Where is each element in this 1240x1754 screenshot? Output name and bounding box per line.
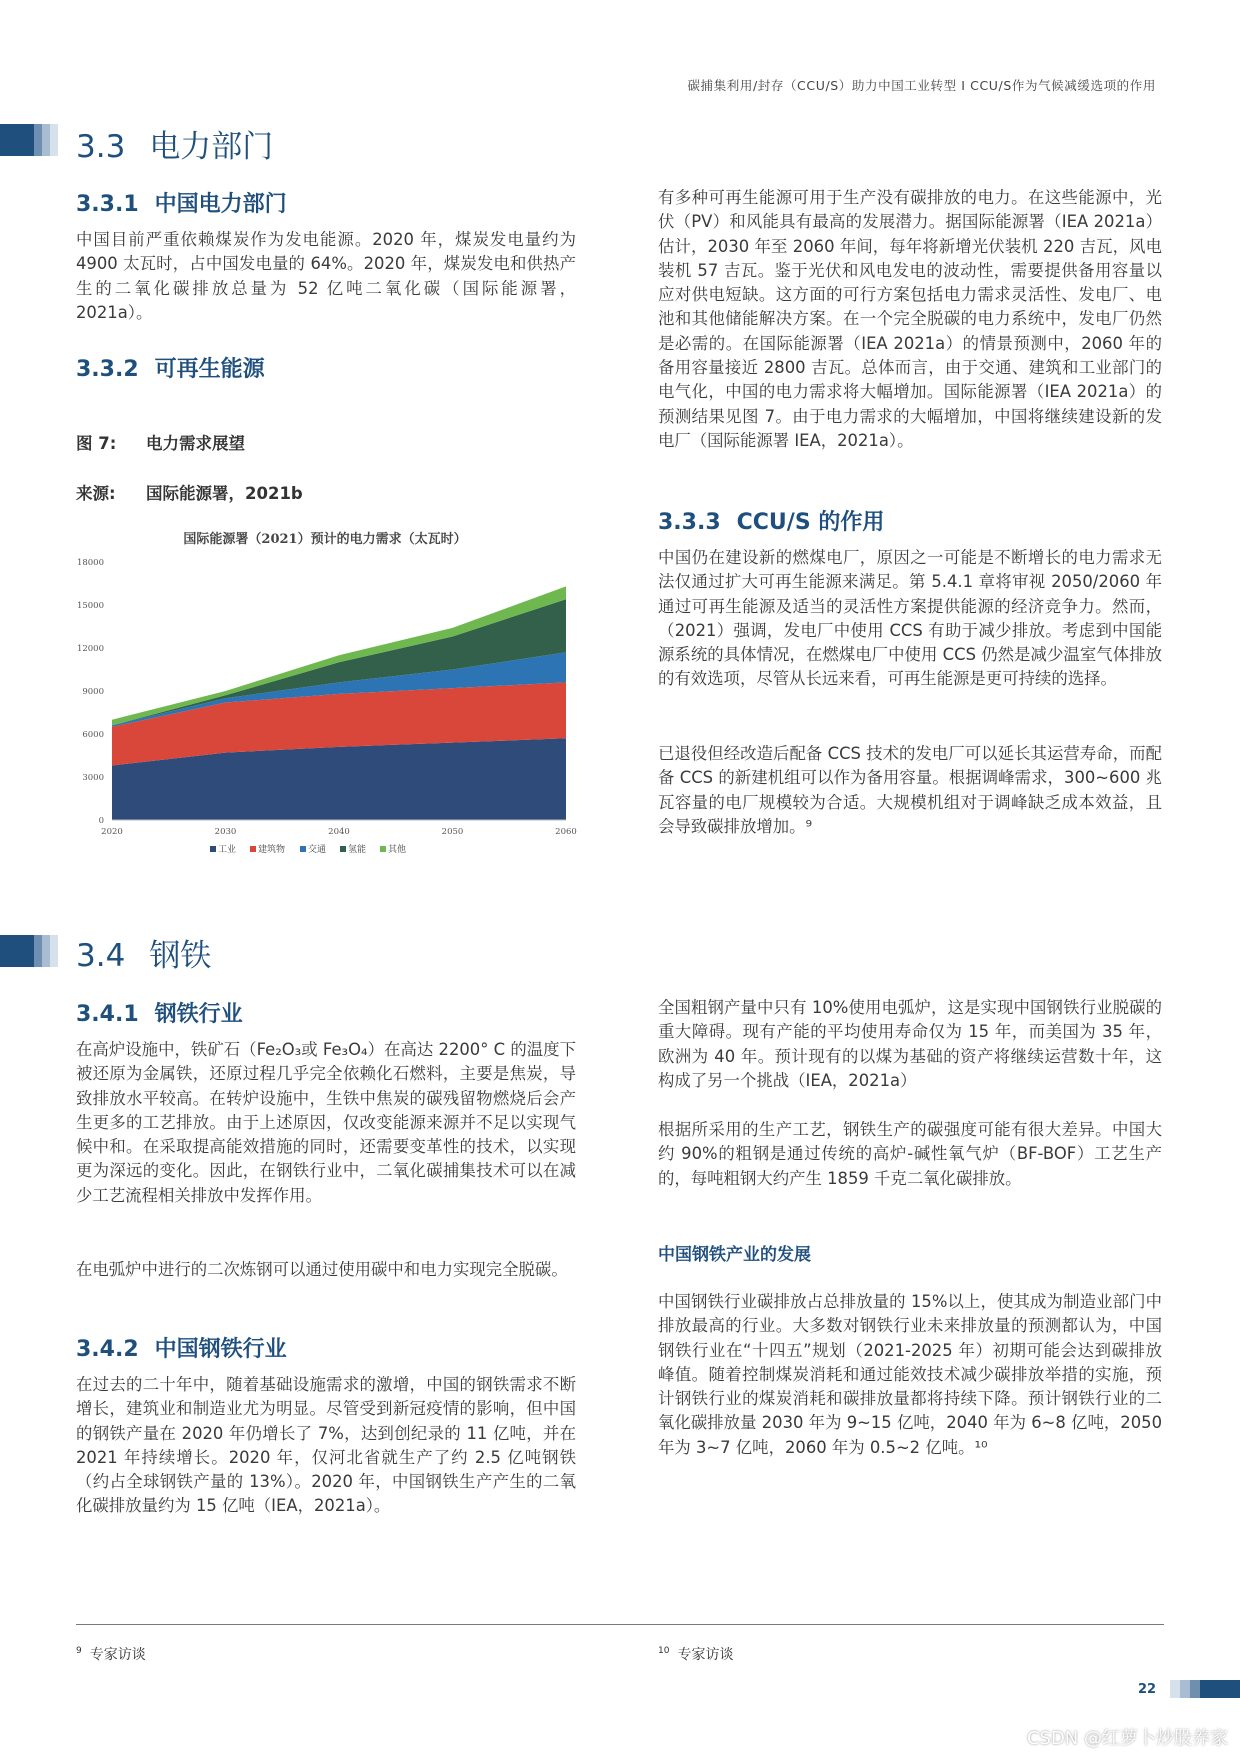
legend-swatch	[300, 846, 306, 852]
footnote-9	[76, 1644, 146, 1664]
electricity-demand-chart	[70, 520, 580, 870]
y-tick-label: 0	[98, 816, 104, 826]
legend-item-2	[300, 843, 326, 855]
subsection-heading: 钢铁行业	[154, 1002, 243, 1027]
page-number: 22	[1138, 1682, 1157, 1697]
figure-caption	[76, 430, 245, 454]
figure-title: 电力需求展望	[146, 434, 245, 453]
x-tick-label: 2020	[101, 827, 123, 837]
subsection-heading: 可再生能源	[154, 357, 265, 382]
legend-item-0	[210, 843, 236, 855]
subsection-number: 3.3.2	[76, 357, 139, 382]
subsection-number: 3.3.3	[658, 510, 721, 535]
section-number: 3.4	[76, 938, 126, 974]
footnote-divider	[76, 1624, 1164, 1625]
legend-label: 建筑物	[258, 845, 286, 855]
subsection-heading: 中国电力部门	[154, 192, 287, 217]
legend-label: 工业	[218, 845, 237, 855]
legend-swatch	[210, 846, 216, 852]
legend-label: 其他	[388, 845, 407, 855]
chart-areas	[112, 586, 566, 820]
figure-label: 图 7:	[76, 434, 117, 453]
running-header: 碳捕集利用/封存（CCU/S）助力中国工业转型 I CCU/S作为气候减缓选项的作用	[687, 78, 1156, 93]
subsection-title-ccus-role	[658, 505, 884, 536]
subsection-heading: 中国钢铁行业	[154, 1337, 287, 1362]
legend-label: 交通	[308, 845, 327, 855]
paragraph-steel-industry-1: 在高炉设施中，铁矿石（Fe₂O₃或 Fe₃O₄）在高达 2200° C 的温度下被还原为金属铁，还原过程几乎完全依赖化石燃料，主要是焦炭，导致排放水平较高。在转炉设施中，生铁中焦炭的碳残留物燃烧后会产生更多的工艺排放。由于上述原因，仅改变能源来源并不足以实现气候中和。在采取提高能效措施的同时，还需要变革性的技术，以实现更为深远的变化。因此，在钢铁行业中，二氧化碳捕集技术可以在减少工艺流程相关排放中发挥作用。	[76, 1040, 576, 1205]
source-label: 来源:	[76, 484, 116, 503]
chart-title: 国际能源署（2021）预计的电力需求（太瓦时）	[183, 532, 467, 547]
paragraph-ccus-role-2: 已退役但经改造后配备 CCS 技术的发电厂可以延长其运营寿命，而配备 CCS 的新建机组可以作为备用容量。根据调峰需求，300~600 兆瓦容量的电厂规模较为合适。大规模机组对于调峰缺乏成本效益，且会导致碳排放增加。⁹	[658, 744, 1162, 836]
x-tick-label: 2050	[441, 827, 464, 837]
x-tick-label: 2060	[555, 827, 577, 837]
watermark: CSDN @红萝卜炒股养家	[1026, 1728, 1228, 1749]
legend-label: 氢能	[348, 845, 367, 855]
paragraph-steel-industry-2: 在电弧炉中进行的二次炼钢可以通过使用碳中和电力实现完全脱碳。	[76, 1260, 568, 1279]
y-tick-label: 15000	[76, 601, 104, 611]
section-heading: 钢铁	[149, 938, 212, 974]
subsection-number: 3.3.1	[76, 192, 139, 217]
legend-swatch	[340, 846, 346, 852]
legend-swatch	[250, 846, 256, 852]
footnote-mark: 10	[658, 1646, 670, 1657]
section-number: 3.3	[76, 129, 126, 165]
legend-item-3	[340, 843, 366, 855]
footnote-text: 专家访谈	[677, 1647, 734, 1663]
heading-steel-development: 中国钢铁产业的发展	[658, 1245, 811, 1265]
y-tick-label: 18000	[76, 558, 104, 568]
legend-item-4	[380, 843, 406, 855]
x-tick-label: 2040	[328, 827, 350, 837]
section-bar	[0, 935, 58, 967]
footnote-10	[658, 1644, 733, 1664]
section-bar	[0, 124, 58, 156]
paragraph-eaf-share: 全国粗钢产量中只有 10%使用电弧炉，这是实现中国钢铁行业脱碳的重大障碍。现有产能的平均使用寿命仅为 15 年，而美国为 35 年，欧洲为 40 年。预计现有的以煤为基础的资产将继续运营数十年，这构成了另一个挑战（IEA，2021a）	[658, 998, 1162, 1090]
paragraph-china-steel: 在过去的二十年中，随着基础设施需求的激增，中国的钢铁需求不断增长，建筑业和制造业尤为明显。尽管受到新冠疫情的影响，但中国的钢铁产量在 2020 年仍增长了 7%，达到创纪录的 11 亿吨，并在 2021 年持续增长。2020 年，仅河北省就生产了约 2.5 亿吨钢铁（约占全球钢铁产量的 13%）。2020 年，中国钢铁生产产生的二氧化碳排放量约为 15 亿吨（IEA，2021a）。	[76, 1375, 576, 1516]
chart-x-axis	[101, 820, 577, 837]
subsection-title-china-steel	[76, 1332, 287, 1363]
y-tick-label: 9000	[82, 687, 104, 697]
legend-item-1	[250, 843, 285, 855]
subsection-title-china-power	[76, 187, 287, 218]
footnote-text: 专家访谈	[89, 1647, 146, 1663]
subsection-title-renewables	[76, 352, 265, 383]
paragraph-carbon-intensity: 根据所采用的生产工艺，钢铁生产的碳强度可能有很大差异。中国大约 90%的粗钢是通过传统的高炉-碱性氧气炉（BF-BOF）工艺生产的，每吨粗钢大约产生 1859 千克二氧化碳排放。	[658, 1120, 1162, 1188]
subsection-heading: CCU/S 的作用	[736, 510, 885, 535]
chart-y-axis	[77, 558, 104, 826]
section-heading: 电力部门	[149, 129, 274, 165]
subsection-number: 3.4.1	[76, 1002, 139, 1027]
paragraph-china-power: 中国目前严重依赖煤炭作为发电能源。2020 年，煤炭发电量约为 4900 太瓦时，占中国发电量的 64%。2020 年，煤炭发电和供热产生的二氧化碳排放总量为 52 亿吨二氧化碳（国际能源署，2021a）。	[76, 230, 576, 322]
paragraph-renewables: 有多种可再生能源可用于生产没有碳排放的电力。在这些能源中，光伏（PV）和风能具有最高的发展潜力。据国际能源署（IEA 2021a）估计，2030 年至 2060 年间，每年将新增光伏装机 220 吉瓦，风电装机 57 吉瓦。鉴于光伏和风电发电的波动性，需要提供备用容量以应对供电短缺。这方面的可行方案包括电力需求灵活性、发电厂、电池和其他储能解决方案。在一个完全脱碳的电力系统中，发电厂仍然是必需的。在国际能源署（IEA 2021a）的情景预测中，2060 年的备用容量接近 2800 吉瓦。总体而言，由于交通、建筑和工业部门的电气化，中国的电力需求将大幅增加。国际能源署（IEA 2021a）的预测结果见图 7。由于电力需求的大幅增加，中国将继续建设新的发电厂（国际能源署 IEA，2021a）。	[658, 188, 1162, 450]
y-tick-label: 6000	[82, 730, 104, 740]
source-text: 国际能源署，2021b	[146, 484, 303, 503]
paragraph-ccus-role-1: 中国仍在建设新的燃煤电厂，原因之一可能是不断增长的电力需求无法仅通过扩大可再生能源来满足。第 5.4.1 章将审视 2050/2060 年通过可再生能源及适当的灵活性方案提供能源的经济竞争力。然而，（2021）强调，发电厂中使用 CCS 有助于减少排放。考虑到中国能源系统的具体情况，在燃煤电厂中使用 CCS 仍然是减少温室气体排放的有效选项，尽管从长远来看，可再生能源是更可持续的选择。	[658, 548, 1162, 689]
figure-source	[76, 480, 303, 504]
paragraph-steel-development: 中国钢铁行业碳排放占总排放量的 15%以上，使其成为制造业部门中排放最高的行业。大多数对钢铁行业未来排放量的预测都认为，中国钢铁行业在“十四五”规划（2021-2025 年）初期可能会达到碳排放峰值。随着控制煤炭消耗和通过能效技术减少碳排放举措的实施，预计钢铁行业的煤炭消耗和碳排放量都将持续下降。预计钢铁行业的二氧化碳排放量 2030 年为 9~15 亿吨，2040 年为 6~8 亿吨，2050 年为 3~7 亿吨，2060 年为 0.5~2 亿吨。¹⁰	[658, 1292, 1162, 1457]
footnote-mark: 9	[76, 1646, 82, 1657]
y-tick-label: 3000	[82, 773, 104, 783]
subsection-title-steel-industry	[76, 997, 243, 1028]
y-tick-label: 12000	[76, 644, 104, 654]
x-tick-label: 2030	[214, 827, 237, 837]
section-title-steel	[76, 930, 211, 975]
chart-legend	[210, 843, 406, 855]
subsection-number: 3.4.2	[76, 1337, 139, 1362]
page-number-bar	[1170, 1680, 1240, 1698]
section-title-power	[76, 121, 273, 166]
legend-swatch	[380, 846, 386, 852]
